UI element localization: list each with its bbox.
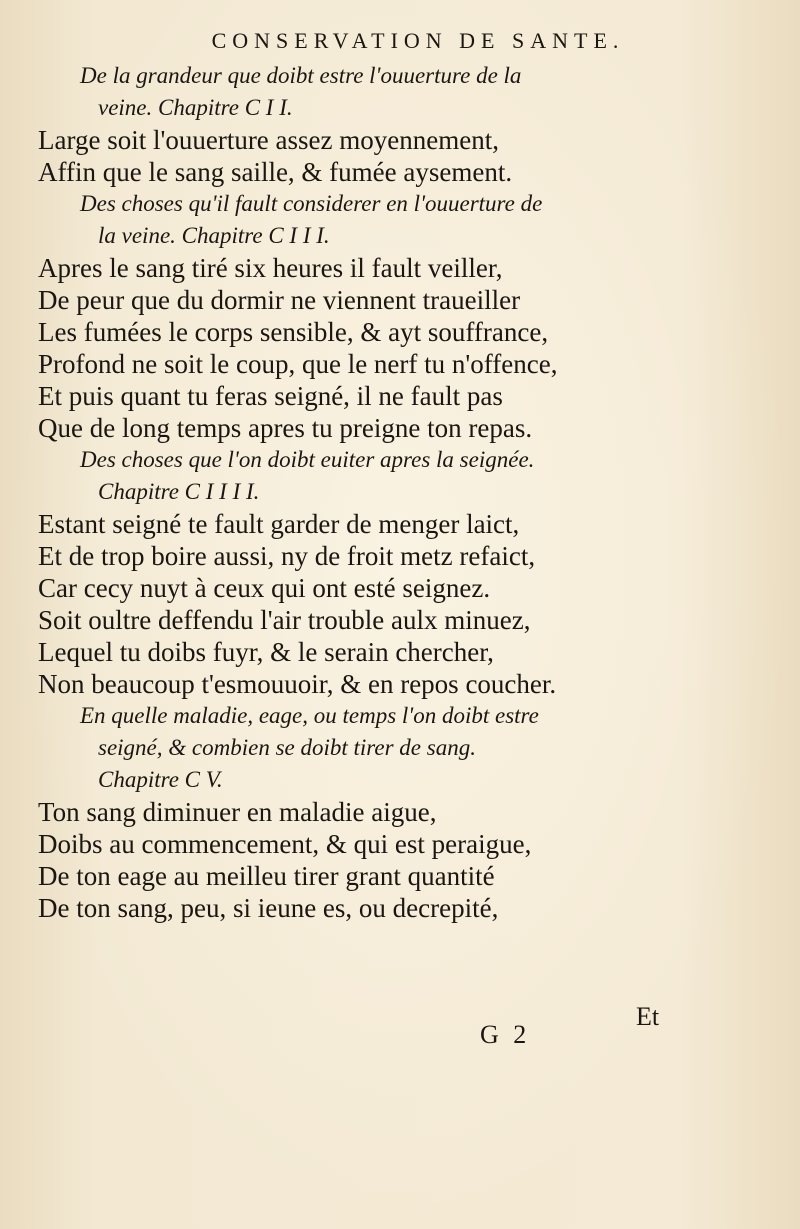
verse-line: De peur que du dormir ne viennent traueiller bbox=[38, 285, 521, 315]
rubric-ch104-line1: Des choses que l'on doibt euiter apres la seignée. bbox=[80, 447, 535, 472]
verse-line: Ton sang diminuer en maladie aigue, bbox=[38, 797, 437, 827]
running-head: CONSERVATION DE SANTE. bbox=[211, 28, 625, 53]
rubric-ch104-line2: Chapitre C I I I I. bbox=[98, 479, 260, 504]
verse-line: Les fumées le corps sensible, & ayt souffrance, bbox=[38, 317, 549, 347]
rubric-ch105-line2: seigné, & combien se doibt tirer de sang. bbox=[98, 735, 476, 760]
rubric-ch102-line1: De la grandeur que doibt estre l'ouuerture de la bbox=[80, 63, 522, 88]
rubric-ch102-line2: veine. Chapitre C I I. bbox=[98, 95, 293, 120]
verse-line: De ton eage au meilleu tirer grant quantité bbox=[38, 861, 495, 891]
verse-line: Apres le sang tiré six heures il fault veiller, bbox=[38, 253, 503, 283]
text-block bbox=[38, 28, 768, 924]
verse-line: Et puis quant tu feras seigné, il ne fault pas bbox=[38, 381, 503, 411]
verse-line: Estant seigné te fault garder de menger laict, bbox=[38, 509, 520, 539]
verse-line: Affin que le sang saille, & fumée aysement. bbox=[38, 157, 513, 187]
verse-line: Doibs au commencement, & qui est peraigue, bbox=[38, 829, 532, 859]
verse-line: Large soit l'ouuerture assez moyennement, bbox=[38, 125, 499, 155]
verse-line: Non beaucoup t'esmouuoir, & en repos coucher. bbox=[38, 669, 557, 699]
catchword: Et bbox=[636, 1002, 660, 1031]
rubric-ch105-line3: Chapitre C V. bbox=[98, 767, 223, 792]
verse-line: Lequel tu doibs fuyr, & le serain chercher, bbox=[38, 637, 494, 667]
verse-line: De ton sang, peu, si ieune es, ou decrepité, bbox=[38, 893, 499, 923]
rubric-ch103-line2: la veine. Chapitre C I I I. bbox=[98, 223, 330, 248]
verse-line: Que de long temps apres tu preigne ton repas. bbox=[38, 413, 533, 443]
verse-line: Et de trop boire aussi, ny de froit metz refaict, bbox=[38, 541, 536, 571]
verse-line: Car cecy nuyt à ceux qui ont esté seignez. bbox=[38, 573, 491, 603]
rubric-ch103-line1: Des choses qu'il fault considerer en l'ouuerture de bbox=[80, 191, 543, 216]
signature-mark: G 2 bbox=[480, 1020, 531, 1049]
verse-line: Profond ne soit le coup, que le nerf tu n'offence, bbox=[38, 349, 558, 379]
rubric-ch105-line1: En quelle maladie, eage, ou temps l'on doibt estre bbox=[80, 703, 539, 728]
verse-line: Soit oultre deffendu l'air trouble aulx minuez, bbox=[38, 605, 531, 635]
